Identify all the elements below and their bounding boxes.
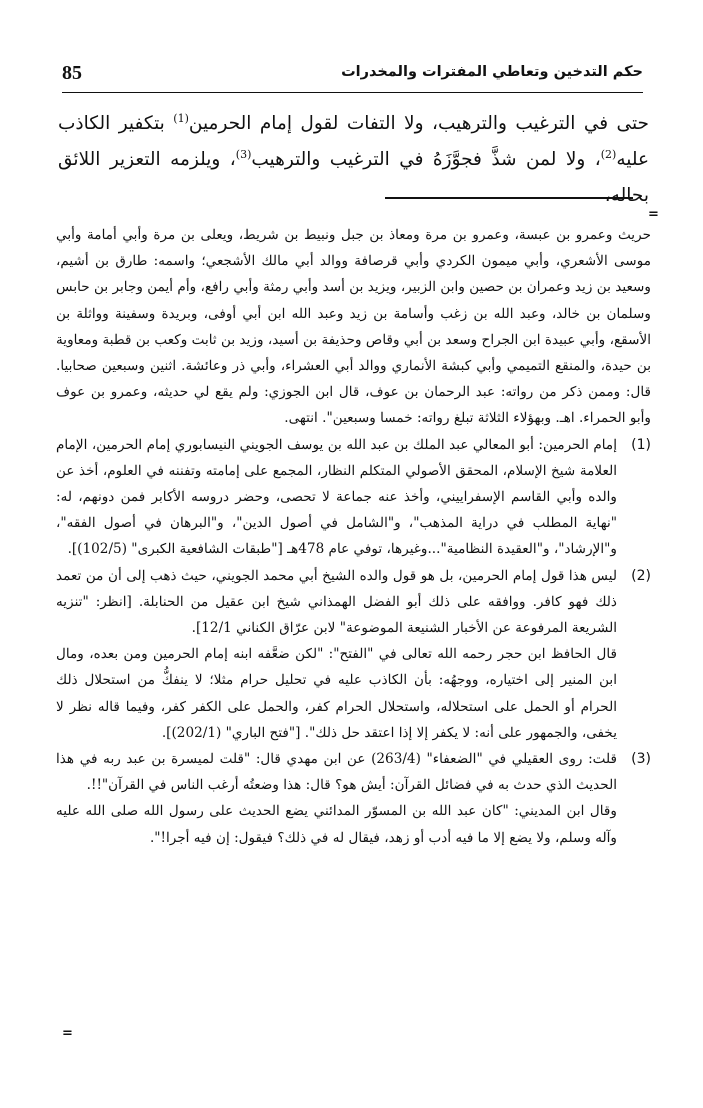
footnote-continued-text: حريث وعمرو بن عبسة، وعمرو بن مرة ومعاذ بن جبل ونبيط بن شريط، ويعلى بن مرة وأبي أمامة وأبي موسى الأشعري، وأبي ميمون الكردي وأبي قرصافة ووالد أبي مالك الأشجعي؛ واسمه: طارق بن أشيم، وسعيد بن زيد وعمران بن حصين وابن الزبير، ويزيد بن أسد وأبي رمثة وأبي رافع، وأم أيمن وجابر بن حابس وسلمان بن خالد، وعبد الله بن زغب وأسامة بن زيد وعبد الله ابن أبي أوفى، وبريدة وسفينة وواثلة بن الأسقع، وأبي عبيدة ابن الجراح وسعد بن أبي وقاص وحذيفة بن أسيد، وزيد بن ثابت وكعب بن قطبة ومعاوية بن حيدة، والمنقع التميمي وأبي كبشة الأنماري ووالد أبي العشراء، وأبي ذر وعائشة. اثنين وسبعين صحابيا. قال: وممن ذكر من رواته: عبد الرحمان بن عوف، قال ابن الجوزي: ولم يقع لي حديثه، وعمرو بن عوف وأبو الحمراء. اهـ. وبهؤلاء الثلاثة تبلغ رواته: خمسا وسبعين". انتهى.: [56, 227, 651, 427]
footnote-number: (2): [631, 567, 651, 584]
footnote-text: ليس هذا قول إمام الحرمين، بل هو قول والده الشيخ أبي محمد الجويني، حيث ذهب إلى أن من تعمد ذلك فهو كافر. ووافقه على ذلك أبو الفضل الهمذاني شيخ ابن عقيل من الحنابلة. [انظر: "تنزيه الشريعة المرفوعة عن الأخبار الشنيعة الموضوعة" لابن عرّاق الكناني 12/1].: [56, 567, 617, 637]
footnote-number: (3): [631, 751, 651, 768]
footnote-number: (1): [631, 436, 651, 453]
footnote-ref-1: (1): [173, 111, 189, 125]
footnote-text: إمام الحرمين: أبو المعالي عبد الملك بن عبد الله بن يوسف الجويني النيسابوري إمام الحرمين، الإمام العلامة شيخ الإسلام، المحقق الأصولي المتكلم النظار، المجمع على إمامته وتفننه في العلوم، أخذ عن والده وأبي القاسم الإسفراييني، وأخذ عنه جماعة لا تحصى، وحضر دروسه الأكابر فمن دونهم، له: "نهاية المطلب في دراية المذهب"، و"الشامل في أصول الدين"، و"البرهان في أصول الفقه"، و"الإرشاد"، و"العقيدة النظامية"...وغيرها، توفي عام 478هـ ["طبقات الشافعية الكبرى" (102/5)].: [56, 436, 617, 558]
main-text-part-3: ، ولا لمن شذَّ فجوَّزَهُ في الترغيب والترهيب: [251, 149, 601, 170]
main-text-part-4: ، ويلزمه التعزير اللائق بحاله،: [58, 149, 649, 206]
continuation-mark: =: [648, 207, 659, 222]
page-header: [62, 60, 643, 93]
footnote-3: [56, 746, 651, 851]
footnotes-section: [56, 222, 651, 851]
footnote-ref-3: (3): [235, 147, 252, 161]
footnote-end-mark: =: [62, 1026, 73, 1041]
footnote-text-continued: وقال ابن المديني: "كان عبد الله بن المسوّر المدائني يضع الحديث على رسول الله صلى الله عليه وآله وسلم، ولا يضع إلا ما فيه أدب أو زهد، فيقال له في ذلك؟ فيقول: إن فيه أجرا!".: [56, 803, 617, 846]
footnote-text: قلت: روى العقيلي في "الضعفاء" (263/4) عن ابن مهدي قال: "قلت لميسرة بن عبد ربه في هذا الحديث الذي حدث به في فضائل القرآن: أيش هو؟ قال: هذا وضعتُه أرغب الناس في القرآن"!!.: [56, 751, 617, 794]
page-number: 85: [62, 62, 82, 84]
footnote-2: [56, 563, 651, 746]
footnote-1: [56, 432, 651, 563]
footnote-ref-2: (2): [600, 147, 617, 161]
footnote-text-continued: قال الحافظ ابن حجر رحمه الله تعالى في "الفتح": "لكن ضعَّفه ابنه إمام الحرمين ومن بعده، ومال ابن المنير إلى اختياره، ووجهُه: بأن الكاذب عليه في تحليل حرام مثلا؛ لا ينفكُّ من استحلال ذلك الحرام أو الحمل على استحلاله، واستحلال الحرام كفر، والحمل على الكفر كفر، وفيما قاله نظر لا يخفى، والجمهور على أنه: لا يكفر إلا إذا اعتقد حل ذلك". ["فتح الباري" (202/1)].: [56, 646, 617, 741]
main-text-part-1: حتى في الترغيب والترهيب، ولا التفات لقول إمام الحرمين: [188, 113, 649, 134]
running-title: حكم التدخين وتعاطي المفترات والمخدرات: [341, 64, 643, 80]
main-text-part-2: بتكفير الكاذب عليه: [58, 113, 649, 170]
footnote-separator: [385, 197, 633, 199]
